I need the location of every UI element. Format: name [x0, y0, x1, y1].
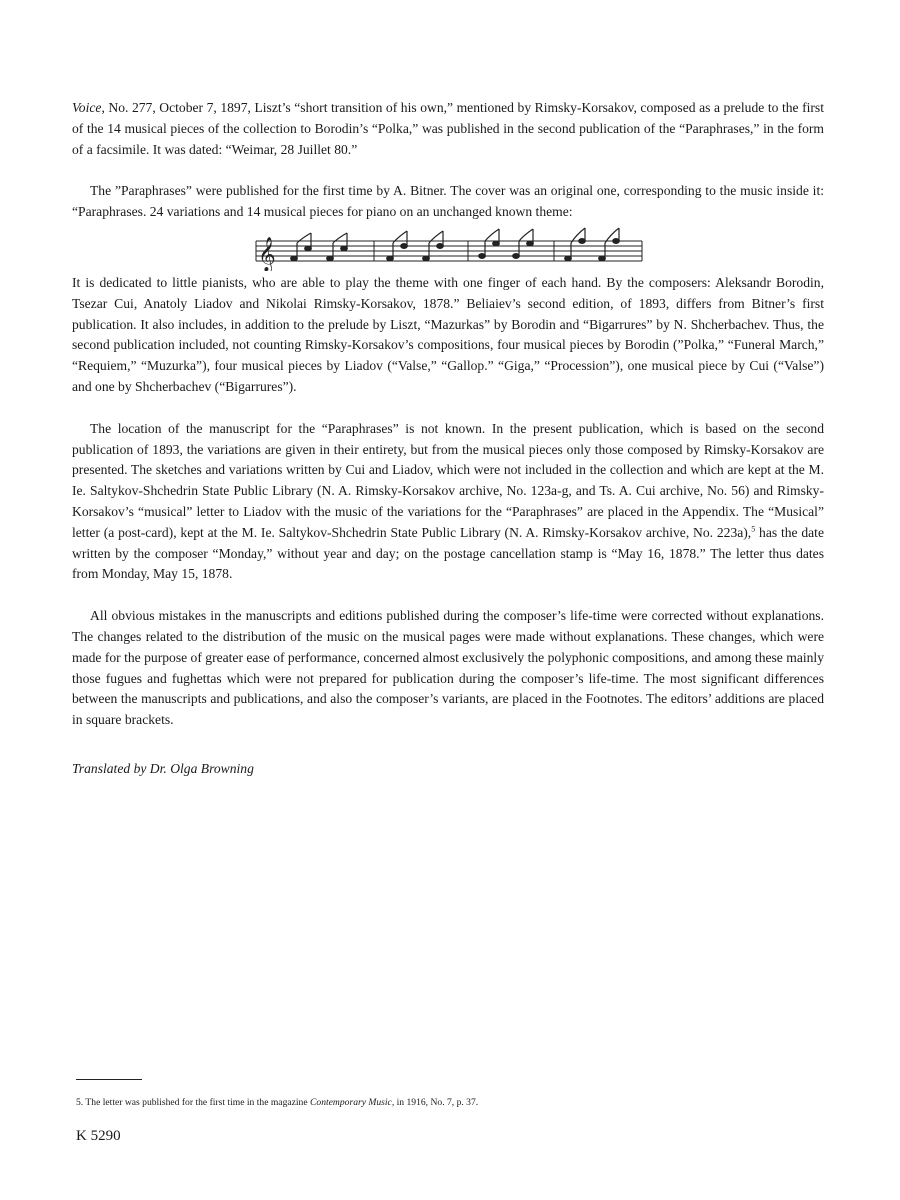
- paragraph-1: Voice, No. 277, October 7, 1897, Liszt’s “short transition of his own,” mentioned by Rimsky-Korsakov, composed as a prelude to the first of the 14 musical pieces of the collection to Borodin’s “Polka,” was published in the second publication of the “Paraphrases,” in the form of a facsimile. It was dated: “Weimar, 28 Juillet 80.”: [72, 100, 824, 157]
- svg-text:𝄞: 𝄞: [258, 236, 276, 271]
- paragraph-3: The location of the manuscript for the “Paraphrases” is not known. In the present publication, which is based on the second publication of 1893, the variations are given in their entirety, but from the musical pieces only those composed by Rimsky-Korsakov are presented. The sketches and variations written by Cui and Liadov, which were not included in the collection and which are kept at the M. Ie. Saltykov-Shchedrin State Public Library (N. A. Rimsky-Korsakov archive, No. 123a-g, and Ts. A. Cui archive, No. 56) and Rimsky-Korsakov’s “musical” letter to Liadov with the music of the variations for the “Paraphrases” are placed in the Appendix. The “Musical” letter (a post-card), kept at the M. Ie. Saltykov-Shchedrin State Public Library (N. A. Rimsky-Korsakov archive, No. 223a),$^5$ has the date written by the composer “Monday,” without year and day; on the postage cancellation stamp is “May 16, 1878.” The letter thus dates from Monday, May 15, 1878.: [72, 420, 824, 582]
- italic-voice: Voice: [72, 100, 102, 115]
- catalog-number: K 5290: [76, 1128, 121, 1144]
- music-theme-staff: [72, 227, 824, 271]
- page-body: [72, 98, 824, 777]
- footnote-reference[interactable]: 5: [751, 524, 756, 534]
- paragraph-4: All obvious mistakes in the manuscripts and editions published during the composer’s life-time were corrected without explanations. The changes related to the distribution of the music on the musical pages were made without explanations. These changes, which were made for the purpose of greater ease of performance, concerned almost exclusively the polyphonic compositions, and among these mainly those fugues and fughettas which were not prepared for publication during the composer’s life-time. The most significant differences between the manuscripts and publications, and also the composer’s variants, are placed in the Footnotes. The editors’ additions are placed in square brackets.: [72, 608, 824, 728]
- translator-credit: Translated by Dr. Olga Browning: [72, 760, 254, 776]
- paragraph-2-intro: The ”Paraphrases” were published for the first time by A. Bitner. The cover was an original one, corresponding to the music inside it: “Paraphrases. 24 variations and 14 musical pieces for piano on an unchanged known theme:: [72, 183, 824, 220]
- paragraph-2-continued: It is dedicated to little pianists, who are able to play the theme with one finger of each hand. By the composers: Aleksandr Borodin, Tsezar Cui, Anatoly Liadov and Nikolai Rimsky-Korsakov, 1878.” Beliaiev’s second edition, of 1893, differs from Bitner’s first publication. It also includes, in addition to the prelude by Liszt, “Mazurkas” by Borodin and “Bigarrures” by N. Shcherbachev. Thus, the second publication included, not counting Rimsky-Korsakov’s compositions, four musical pieces by Borodin (”Polka,” “Funeral March,” “Requiem,” “Muzurka”), four musical pieces by Liadov (“Valse,” “Gallop.” “Giga,” “Procession”), one musical piece by Cui (“Valse”) and one by Shcherbachev (“Bigarrures”).: [72, 274, 824, 394]
- footnote-5: 5. The letter was published for the first time in the magazine Contemporary Music, in 1916, No. 7, p. 37.: [76, 1097, 479, 1108]
- footnote-divider: [76, 1079, 142, 1080]
- music-staff-icon: [250, 227, 646, 271]
